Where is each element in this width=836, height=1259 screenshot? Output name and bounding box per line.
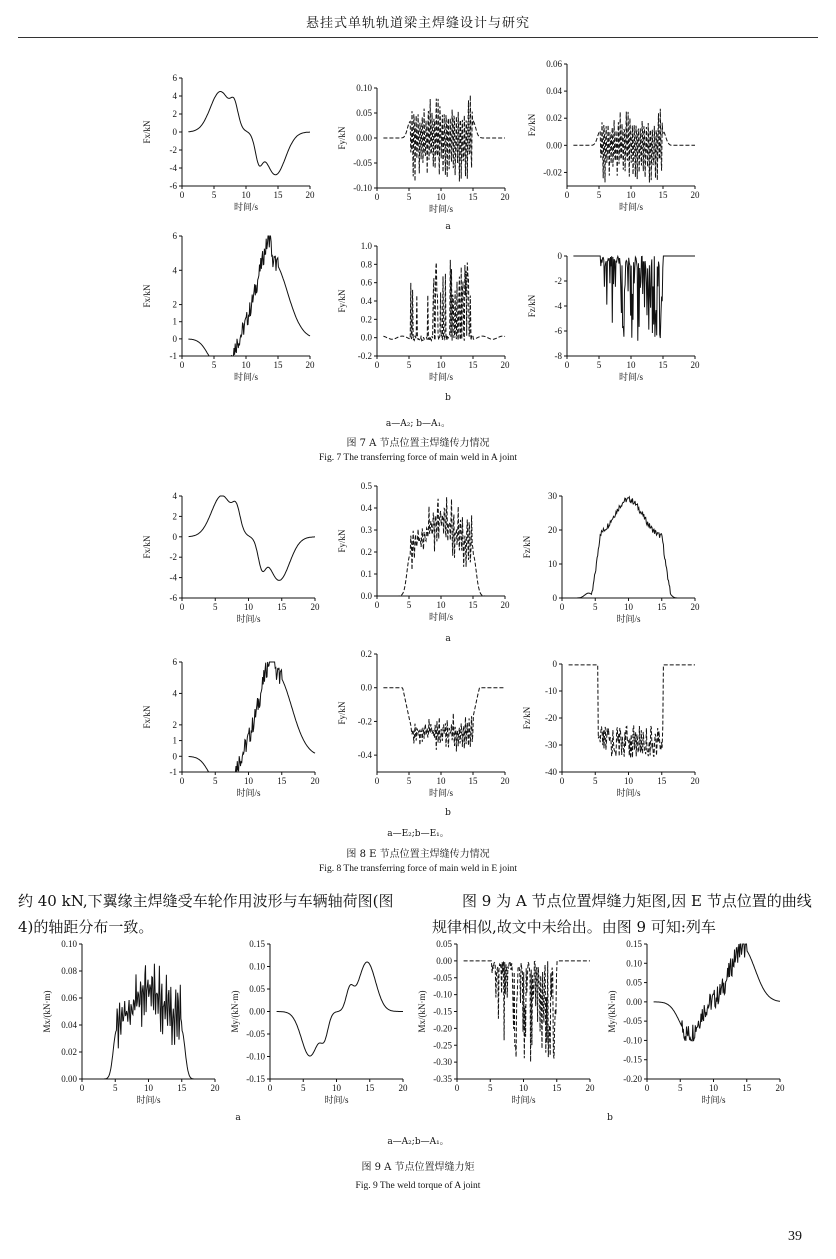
- fig9-caption-zh: 图 9 A 节点位置焊缝力矩: [361, 1162, 475, 1173]
- x-tick-label: 20: [210, 1083, 220, 1093]
- x-tick-label: 15: [468, 600, 478, 610]
- series-line: [383, 688, 505, 752]
- fig9-caption-sub: a—A₂;b—A₁。: [387, 1137, 449, 1147]
- y-tick-label: 2: [172, 109, 177, 119]
- x-tick-label: 0: [454, 1083, 460, 1093]
- y-axis-label: Fx/kN: [142, 705, 152, 729]
- y-tick-label: -0.15: [433, 1006, 452, 1017]
- body-paragraph-right: 图 9 为 A 节点位置焊缝力矩图,因 E 节点位置的曲线规律相似,故文中未给出。由图 9 可知:列车: [432, 892, 812, 936]
- x-tick-label: 20: [500, 600, 510, 610]
- series-line: [189, 662, 315, 772]
- y-tick-label: -4: [169, 163, 177, 173]
- y-tick-label: 20: [548, 525, 557, 535]
- x-tick-label: 10: [626, 360, 636, 370]
- y-tick-label: 0.00: [626, 996, 642, 1007]
- x-tick-label: 10: [244, 776, 253, 786]
- x-tick-label: 10: [436, 776, 446, 786]
- x-tick-label: 5: [213, 776, 218, 786]
- chart-f7a1: [140, 72, 320, 220]
- y-tick-label: 2: [172, 299, 177, 310]
- y-axis-label: Fx/kN: [142, 120, 152, 144]
- y-tick-label: 0.00: [436, 955, 452, 966]
- x-tick-label: 20: [775, 1083, 785, 1093]
- x-tick-label: 15: [177, 1083, 187, 1093]
- y-tick-label: -40: [545, 767, 557, 777]
- x-tick-label: 5: [211, 190, 217, 200]
- series-line: [188, 236, 310, 356]
- series-line: [188, 92, 310, 175]
- y-axis-label: Fy/kN: [337, 289, 347, 313]
- y-axis-label: Fx/kN: [142, 284, 152, 308]
- y-tick-label: 30: [548, 491, 557, 501]
- y-tick-label: -2: [169, 552, 177, 563]
- y-tick-label: -1: [169, 351, 177, 361]
- x-tick-label: 0: [179, 602, 185, 612]
- x-tick-label: 20: [305, 190, 315, 200]
- x-axis-label: 时间/s: [428, 204, 454, 214]
- y-tick-label: 6: [172, 231, 177, 241]
- fig7-row-a-label: a: [445, 222, 451, 232]
- y-tick-label: 6: [172, 657, 177, 667]
- y-tick-label: 2: [172, 719, 177, 730]
- fig7-caption-zh: 图 7 A 节点位置主焊缝传力情况: [346, 438, 490, 449]
- x-axis-label: 时间/s: [136, 1095, 161, 1105]
- y-tick-label: 0.1: [360, 569, 372, 579]
- y-axis-label: Fy/kN: [337, 701, 347, 725]
- series-line: [573, 256, 695, 341]
- y-tick-label: -0.05: [433, 972, 452, 983]
- fig9-caption-en: Fig. 9 The weld torque of A joint: [355, 1181, 481, 1191]
- y-axis-label: Mx/(kN·m): [417, 990, 427, 1033]
- y-tick-label: 0: [552, 593, 557, 603]
- x-tick-label: 0: [374, 360, 380, 370]
- fig8-caption-sub: a—E₂;b—E₁。: [387, 829, 449, 839]
- y-tick-label: -0.15: [246, 1074, 265, 1084]
- x-tick-label: 20: [690, 602, 700, 612]
- x-axis-label: 时间/s: [236, 614, 261, 624]
- y-tick-label: 0.04: [546, 86, 562, 97]
- x-tick-label: 20: [690, 190, 700, 200]
- x-tick-label: 0: [179, 776, 185, 786]
- y-tick-label: 1: [172, 735, 177, 746]
- y-tick-label: 0.05: [249, 984, 265, 994]
- x-tick-label: 20: [500, 776, 510, 786]
- series-line: [383, 95, 505, 181]
- x-tick-label: 5: [596, 360, 602, 370]
- x-tick-label: 10: [709, 1083, 718, 1093]
- y-tick-label: 0.4: [360, 503, 372, 513]
- chart-f8a1: [140, 490, 325, 632]
- y-tick-label: 0.04: [61, 1020, 77, 1030]
- chart-f7b3: [525, 250, 705, 390]
- fig7-caption-en: Fig. 7 The transferring force of main weld in A joint: [319, 453, 517, 463]
- series-line: [654, 944, 780, 1041]
- x-tick-label: 0: [564, 190, 570, 200]
- x-tick-label: 20: [500, 360, 510, 370]
- x-tick-label: 20: [305, 360, 315, 370]
- x-axis-label: 时间/s: [428, 788, 454, 798]
- chart-f8b3: [520, 658, 705, 806]
- x-tick-label: 0: [374, 600, 380, 610]
- y-axis-label: Fz/kN: [522, 535, 532, 559]
- fig9-row-a-label: a: [235, 1113, 241, 1123]
- y-tick-label: -2: [554, 276, 562, 286]
- y-tick-label: 0.0: [360, 332, 372, 343]
- x-tick-label: 0: [179, 190, 185, 200]
- x-tick-label: 5: [211, 360, 217, 370]
- y-tick-label: 0: [172, 333, 177, 344]
- y-tick-label: 4: [172, 265, 177, 276]
- x-axis-label: 时间/s: [616, 614, 641, 624]
- x-axis-label: 时间/s: [428, 372, 454, 382]
- y-tick-label: -4: [554, 301, 562, 311]
- series-line: [383, 497, 505, 596]
- y-tick-label: 6: [172, 73, 177, 83]
- y-tick-label: -8: [554, 351, 562, 361]
- x-tick-label: 10: [241, 360, 251, 370]
- y-tick-label: 0.10: [249, 961, 265, 972]
- y-tick-label: -1: [169, 767, 177, 777]
- y-tick-label: 0.02: [546, 113, 562, 124]
- x-axis-label: 时间/s: [511, 1095, 536, 1105]
- y-tick-label: -2: [169, 145, 177, 155]
- y-tick-label: -30: [545, 740, 557, 750]
- x-tick-label: 15: [657, 776, 667, 786]
- y-tick-label: -0.4: [357, 750, 372, 761]
- y-tick-label: 0.00: [61, 1074, 77, 1084]
- x-tick-label: 5: [406, 776, 412, 786]
- x-axis-label: 时间/s: [618, 372, 644, 382]
- y-tick-label: -0.10: [623, 1035, 642, 1046]
- y-tick-label: -0.20: [623, 1074, 642, 1084]
- fig8-row-b-label: b: [445, 808, 451, 818]
- x-axis-label: 时间/s: [324, 1095, 349, 1105]
- x-tick-label: 0: [179, 360, 185, 370]
- series-line: [569, 497, 695, 598]
- y-tick-label: 0.4: [360, 296, 372, 306]
- y-tick-label: -0.25: [433, 1040, 452, 1051]
- chart-f7a3: [525, 58, 705, 220]
- y-tick-label: 0.10: [61, 939, 77, 949]
- series-line: [89, 964, 215, 1079]
- chart-f7a2: [335, 82, 515, 222]
- y-tick-label: -0.05: [246, 1029, 265, 1039]
- y-tick-label: 0.2: [360, 547, 372, 557]
- series-line: [189, 496, 315, 580]
- y-tick-label: 0.06: [61, 993, 77, 1003]
- y-tick-label: -10: [545, 686, 557, 696]
- x-tick-label: 15: [742, 1083, 752, 1093]
- x-tick-label: 5: [406, 360, 412, 370]
- chart-f8a3: [520, 490, 705, 632]
- y-tick-label: 0: [172, 751, 177, 762]
- fig7-caption-sub: a—A₂; b—A₁。: [385, 419, 451, 429]
- x-tick-label: 10: [436, 360, 446, 370]
- y-tick-label: 0: [172, 127, 177, 137]
- series-line: [573, 109, 695, 183]
- series-line: [569, 665, 695, 758]
- x-tick-label: 10: [241, 190, 251, 200]
- x-tick-label: 5: [593, 602, 598, 612]
- y-tick-label: -6: [554, 326, 562, 336]
- series-line: [277, 962, 403, 1056]
- x-tick-label: 5: [213, 602, 218, 612]
- y-tick-label: 0.02: [61, 1047, 77, 1057]
- chart-f9a2: [228, 938, 413, 1113]
- y-tick-label: -0.15: [623, 1054, 642, 1065]
- x-tick-label: 20: [310, 776, 320, 786]
- y-tick-label: 0.00: [249, 1006, 265, 1017]
- y-axis-label: My/(kN·m): [230, 990, 240, 1033]
- x-tick-label: 0: [79, 1083, 85, 1093]
- y-tick-label: 0: [172, 531, 177, 542]
- x-tick-label: 10: [626, 190, 636, 200]
- x-tick-label: 20: [585, 1083, 595, 1093]
- x-tick-label: 15: [277, 776, 287, 786]
- x-tick-label: 15: [657, 602, 667, 612]
- x-tick-label: 10: [332, 1083, 341, 1093]
- chart-f7b1: [140, 230, 320, 390]
- fig8-row-a-label: a: [445, 634, 451, 644]
- x-axis-label: 时间/s: [233, 372, 259, 382]
- x-tick-label: 0: [559, 602, 565, 612]
- running-header: 悬挂式单轨轨道梁主焊缝设计与研究: [305, 16, 530, 31]
- y-axis-label: Mx/(kN·m): [42, 990, 52, 1033]
- chart-f9a1: [40, 938, 225, 1113]
- body-paragraph-left: 约 40 kN,下翼缘主焊缝受车轮作用波形与车辆轴荷图(图 4)的轴距分布一致。: [18, 892, 394, 936]
- y-tick-label: -0.02: [543, 167, 562, 178]
- x-tick-label: 5: [301, 1083, 306, 1093]
- x-tick-label: 5: [593, 776, 598, 786]
- y-tick-label: -0.30: [433, 1057, 452, 1068]
- page-number: 39: [788, 1229, 802, 1244]
- x-tick-label: 0: [644, 1083, 650, 1093]
- y-axis-label: Fx/kN: [142, 535, 152, 559]
- x-tick-label: 15: [658, 360, 668, 370]
- x-tick-label: 20: [690, 776, 700, 786]
- y-tick-label: 0.00: [356, 133, 372, 143]
- y-tick-label: 0.00: [546, 140, 562, 151]
- x-tick-label: 15: [468, 776, 478, 786]
- fig7-row-b-label: b: [445, 393, 451, 403]
- y-tick-label: 0: [552, 659, 557, 669]
- y-axis-label: My/(kN·m): [607, 990, 617, 1033]
- x-tick-label: 5: [596, 190, 602, 200]
- y-tick-label: 2: [172, 511, 177, 522]
- x-tick-label: 5: [678, 1083, 683, 1093]
- fig9-row-b-label: b: [607, 1113, 613, 1123]
- fig8-caption-en: Fig. 8 The transferring force of main weld in E joint: [319, 864, 517, 874]
- y-tick-label: 0.6: [360, 277, 372, 288]
- y-tick-label: 0.15: [626, 939, 642, 949]
- x-axis-label: 时间/s: [428, 612, 454, 622]
- y-tick-label: -0.10: [433, 989, 452, 1000]
- chart-f7b2: [335, 240, 515, 390]
- x-tick-label: 0: [267, 1083, 273, 1093]
- x-tick-label: 0: [374, 776, 380, 786]
- x-tick-label: 15: [468, 360, 478, 370]
- x-tick-label: 0: [564, 360, 570, 370]
- y-tick-label: 0.2: [360, 649, 372, 659]
- y-axis-label: Fz/kN: [522, 706, 532, 730]
- chart-f8a2: [335, 480, 515, 630]
- x-axis-label: 时间/s: [236, 788, 261, 798]
- chart-f8b2: [335, 648, 515, 806]
- x-axis-label: 时间/s: [616, 788, 641, 798]
- x-axis-label: 时间/s: [701, 1095, 726, 1105]
- y-tick-label: 0.10: [356, 83, 372, 93]
- y-tick-label: 0.8: [360, 259, 372, 270]
- y-tick-label: 0: [557, 251, 562, 261]
- y-tick-label: 10: [548, 559, 557, 569]
- y-tick-label: 4: [172, 491, 177, 501]
- y-axis-label: Fz/kN: [527, 113, 537, 137]
- y-axis-label: Fy/kN: [337, 126, 347, 150]
- y-tick-label: -0.20: [433, 1023, 452, 1034]
- x-tick-label: 15: [273, 190, 283, 200]
- y-tick-label: 0.06: [546, 59, 562, 69]
- y-tick-label: -0.10: [246, 1051, 265, 1062]
- x-tick-label: 15: [277, 602, 287, 612]
- y-tick-label: -0.05: [623, 1016, 642, 1027]
- y-tick-label: 0.05: [626, 977, 642, 988]
- header-rule: [18, 37, 818, 38]
- fig8-caption-zh: 图 8 E 节点位置主焊缝传力情况: [346, 849, 490, 860]
- x-axis-label: 时间/s: [233, 202, 259, 212]
- y-tick-label: -0.2: [357, 716, 372, 727]
- x-tick-label: 15: [552, 1083, 562, 1093]
- y-axis-label: Fy/kN: [337, 529, 347, 553]
- y-tick-label: -0.2: [357, 351, 372, 361]
- x-tick-label: 20: [690, 360, 700, 370]
- series-line: [464, 961, 590, 1062]
- x-tick-label: 20: [398, 1083, 408, 1093]
- x-tick-label: 15: [365, 1083, 375, 1093]
- y-tick-label: 0.0: [360, 682, 372, 693]
- x-tick-label: 15: [468, 192, 478, 202]
- y-tick-label: -0.05: [353, 158, 372, 168]
- y-axis-label: Fz/kN: [527, 294, 537, 318]
- y-tick-label: 4: [172, 688, 177, 699]
- series-line: [383, 260, 505, 341]
- y-tick-label: 0.5: [360, 481, 372, 491]
- x-tick-label: 5: [113, 1083, 118, 1093]
- y-tick-label: 0.05: [356, 108, 372, 118]
- y-tick-label: 0.05: [436, 939, 452, 949]
- x-tick-label: 0: [559, 776, 565, 786]
- x-tick-label: 10: [436, 600, 446, 610]
- x-tick-label: 10: [624, 776, 633, 786]
- y-tick-label: 4: [172, 91, 177, 101]
- y-tick-label: 1: [172, 316, 177, 327]
- y-tick-label: 0.15: [249, 939, 265, 949]
- x-axis-label: 时间/s: [618, 202, 644, 212]
- x-tick-label: 10: [144, 1083, 153, 1093]
- x-tick-label: 10: [436, 192, 446, 202]
- x-tick-label: 0: [374, 192, 380, 202]
- y-tick-label: 1.0: [360, 241, 372, 251]
- x-tick-label: 20: [310, 602, 320, 612]
- y-tick-label: -6: [169, 181, 177, 191]
- chart-f8b1: [140, 656, 325, 806]
- x-tick-label: 5: [406, 600, 412, 610]
- x-tick-label: 15: [658, 190, 668, 200]
- x-tick-label: 20: [500, 192, 510, 202]
- y-tick-label: -20: [545, 713, 557, 723]
- y-tick-label: 0.2: [360, 314, 372, 325]
- y-tick-label: -6: [169, 593, 177, 603]
- y-tick-label: 0.08: [61, 966, 77, 976]
- x-tick-label: 10: [519, 1083, 528, 1093]
- x-tick-label: 5: [406, 192, 412, 202]
- y-tick-label: 0.0: [360, 591, 372, 601]
- x-tick-label: 10: [244, 602, 253, 612]
- x-tick-label: 5: [488, 1083, 493, 1093]
- y-tick-label: -4: [169, 572, 177, 583]
- y-tick-label: -0.10: [353, 183, 372, 193]
- chart-f9b1: [415, 938, 600, 1113]
- chart-f9b2: [605, 938, 790, 1113]
- y-tick-label: 0.3: [360, 525, 372, 535]
- x-tick-label: 10: [624, 602, 633, 612]
- x-tick-label: 15: [273, 360, 283, 370]
- y-tick-label: -0.35: [433, 1074, 452, 1084]
- y-tick-label: 0.10: [626, 958, 642, 969]
